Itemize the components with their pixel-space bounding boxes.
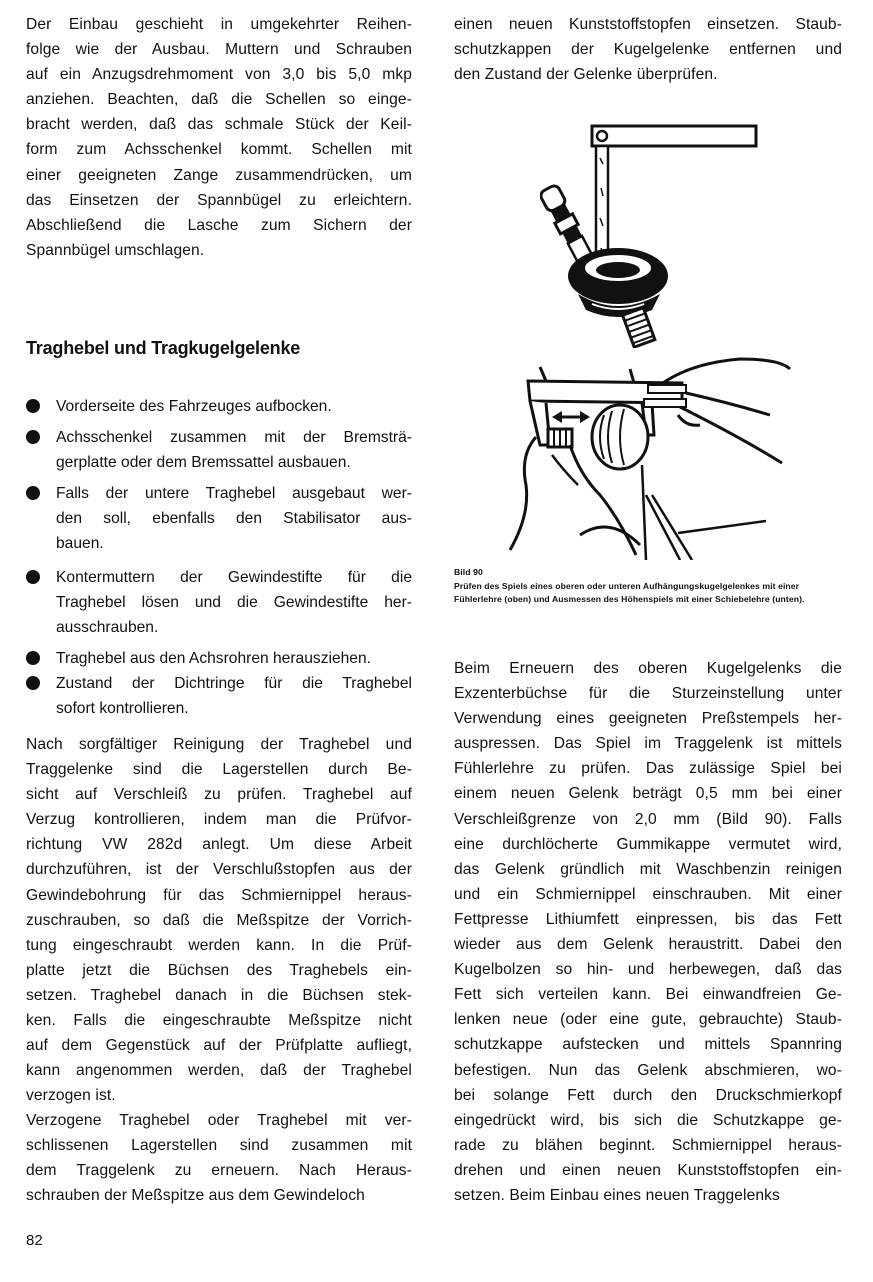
step-item bbox=[26, 481, 412, 556]
step-item bbox=[26, 565, 412, 640]
text-line: platte jetzt die Büchsen des Traghebels ein- bbox=[26, 961, 412, 979]
paragraph-text bbox=[454, 12, 842, 87]
left-intro-paragraph bbox=[26, 12, 412, 263]
figure-label: Bild 90 bbox=[454, 567, 483, 577]
text-line: auf ein Anzugsdrehmoment von 3,0 bis 5,0 mkp bbox=[26, 66, 412, 84]
step-text-line: Kontermuttern der Gewindestifte für die bbox=[56, 568, 412, 586]
text-line: Spannbügel umschlagen. bbox=[26, 241, 205, 259]
text-line: durchzuführen, ist der Verschlußstopfen aus der bbox=[26, 861, 412, 879]
text-line: drehen und einen neuen Kunststoffstopfen ein- bbox=[454, 1161, 842, 1179]
text-line: setzen. Beim Einbau eines neuen Traggelenks bbox=[454, 1186, 780, 1204]
left-paragraph-3 bbox=[26, 1108, 412, 1208]
text-line: bei solange Fett durch den Druckschmierkopf bbox=[454, 1086, 842, 1104]
text-line: schrauben der Meßspitze aus dem Gewindeloch bbox=[26, 1187, 365, 1205]
text-line: setzen. Traghebel danach in die Büchsen stek- bbox=[26, 986, 412, 1004]
text-line: schutzkappe aufstecken und mittels Spannring bbox=[454, 1036, 842, 1054]
step-item bbox=[26, 425, 412, 475]
step-list bbox=[26, 394, 412, 721]
text-line: Nach sorgfältiger Reinigung der Traghebel und bbox=[26, 736, 412, 753]
text-line: auf dem Gegenstück auf der Prüfplatte aufliegt, bbox=[26, 1037, 412, 1055]
step-text-line: Achsschenkel zusammen mit der Bremsträ- bbox=[56, 429, 412, 447]
text-line: eingedrückt wird, bis sich die Schutzkappe ge- bbox=[454, 1111, 842, 1129]
text-line: wieder aus dem Gelenk heraustritt. Dabei den bbox=[454, 936, 842, 954]
text-line: Verwendung eines geeigneten Preßstempels her- bbox=[454, 710, 842, 728]
text-line: eine durchlöcherte Gummikappe vermutet wird, bbox=[454, 835, 842, 853]
paragraph-text bbox=[26, 12, 412, 263]
text-line: sicht auf Verschleiß zu prüfen. Traghebel auf bbox=[26, 786, 412, 804]
text-line: zuschrauben, so daß die Meßspitze der Vorrich- bbox=[26, 911, 412, 929]
step-text-line: Zustand der Dichtringe für die Traghebel bbox=[56, 674, 412, 692]
text-line: kann angenommen werden, daß der Traghebel bbox=[26, 1062, 412, 1080]
text-line: Abschließend die Lasche zum Sichern der bbox=[26, 216, 412, 234]
text-line: einer geeigneten Zange zusammendrücken, um bbox=[26, 166, 412, 184]
text-line: rade zu blähen beginnt. Schmiernippel heraus- bbox=[454, 1136, 842, 1154]
text-line: einen neuen Kunststoffstopfen einsetzen. Staub- bbox=[454, 16, 842, 33]
text-line: schutzkappen der Kugelgelenke entfernen und bbox=[454, 41, 842, 59]
step-text-line: sofort kontrollieren. bbox=[56, 700, 189, 718]
text-line: befestigen. Nun das Gelenk abschmieren, wo- bbox=[454, 1061, 842, 1079]
text-line: Fühlerlehre zu prüfen. Das zulässige Spiel bei bbox=[454, 760, 842, 778]
text-line: richtung VW 282d anlegt. Um diese Arbeit bbox=[26, 836, 412, 854]
section-title: Traghebel und Tragkugelgelenke bbox=[26, 338, 301, 358]
bullet-icon bbox=[26, 430, 40, 444]
step-text-line: Traghebel lösen und die Gewindestifte her- bbox=[56, 593, 412, 611]
text-line: Kugelbolzen so hin- und herbewegen, daß das bbox=[454, 961, 842, 979]
step-text-line: Falls der untere Traghebel ausgebaut wer- bbox=[56, 485, 412, 503]
text-line: den Zustand der Gelenke überprüfen. bbox=[454, 66, 718, 84]
figure-caption-text: Prüfen des Spiels eines oberen oder unteren Aufhängungskugelgelenkes mit einer Fühlerlehre (oben) und Ausmessen des Höhenspiels mit einer Schiebelehre (unten). bbox=[454, 580, 805, 604]
paragraph-text bbox=[26, 1108, 412, 1208]
bullet-icon bbox=[26, 651, 40, 665]
step-text-line: bauen. bbox=[56, 535, 104, 553]
text-line: Der Einbau geschieht in umgekehrter Reihen- bbox=[26, 16, 412, 33]
bullet-icon bbox=[26, 570, 40, 584]
text-line: einem neuen Gelenk beträgt 0,5 mm bei einer bbox=[454, 785, 842, 803]
text-line: Exzenterbüchse für die Sturzeinstellung unter bbox=[454, 685, 842, 703]
text-line: form zum Achsschenkel kommt. Schellen mit bbox=[26, 141, 412, 159]
text-line: Verschleißgrenze von 2,0 mm (Bild 90). Falls bbox=[454, 810, 842, 828]
step-item bbox=[26, 671, 412, 721]
text-line: ken. Falls die eingeschraubte Meßspitze nicht bbox=[26, 1012, 412, 1030]
text-line: folge wie der Ausbau. Muttern und Schrauben bbox=[26, 41, 412, 59]
text-line: Fett sich verteilen kann. Bei einwandfreien Ge- bbox=[454, 986, 842, 1004]
step-text-line: den soll, ebenfalls den Stabilisator aus- bbox=[56, 510, 412, 528]
feeler-gauge-illustration bbox=[540, 118, 770, 348]
text-line: lenken neue (oder eine gute, gebrauchte) Staub- bbox=[454, 1011, 842, 1029]
text-line: auspressen. Das Spiel im Traggelenk ist mittels bbox=[454, 735, 842, 753]
page-number: 82 bbox=[26, 1232, 43, 1249]
step-text-line: gerplatte oder dem Bremssattel ausbauen. bbox=[56, 454, 351, 472]
figure-caption bbox=[454, 566, 846, 607]
text-line: dem Traggelenk zu erneuern. Nach Heraus- bbox=[26, 1162, 412, 1180]
step-text-line: Traghebel aus den Achsrohren herausziehen. bbox=[56, 649, 371, 667]
text-line: verzogen ist. bbox=[26, 1087, 116, 1105]
text-line: Verzug kontrollieren, indem man die Prüfvor- bbox=[26, 811, 412, 829]
text-line: tung eingeschraubt werden kann. In die Prüf- bbox=[26, 936, 412, 954]
text-line: Beim Erneuern des oberen Kugelgelenks die bbox=[454, 660, 842, 677]
left-paragraph-2 bbox=[26, 732, 412, 1108]
paragraph-text bbox=[454, 656, 842, 1208]
step-item bbox=[26, 394, 412, 419]
text-line: Traggelenke sind die Lagerstellen durch Be- bbox=[26, 761, 412, 779]
bullet-icon bbox=[26, 486, 40, 500]
right-paragraph bbox=[454, 656, 842, 1208]
bullet-icon bbox=[26, 399, 40, 413]
text-line: das Gelenk gründlich mit Waschbenzin reinigen bbox=[454, 860, 842, 878]
bullet-icon bbox=[26, 676, 40, 690]
paragraph-text bbox=[26, 732, 412, 1108]
text-line: und ein Schmiernippel einschrauben. Mit einer bbox=[454, 885, 842, 903]
text-line: das Einsetzen der Spannbügel zu erleichtern. bbox=[26, 191, 412, 209]
step-item bbox=[26, 646, 412, 671]
text-line: Fettpresse Lithiumfett einpressen, bis das Fett bbox=[454, 910, 842, 928]
step-text-line: ausschrauben. bbox=[56, 618, 159, 636]
text-line: bracht werden, daß das schmale Stück der Keil- bbox=[26, 116, 412, 134]
text-line: schlissenen Lagerstellen sind zusammen mit bbox=[26, 1137, 412, 1155]
right-intro-paragraph bbox=[454, 12, 842, 87]
text-line: Gewindebohrung für das Schmiernippel heraus- bbox=[26, 886, 412, 904]
step-text-line: Vorderseite des Fahrzeuges aufbocken. bbox=[56, 398, 332, 415]
text-line: anziehen. Beachten, daß die Schellen so einge- bbox=[26, 91, 412, 109]
caliper-illustration bbox=[500, 345, 830, 560]
text-line: Verzogene Traghebel oder Traghebel mit ver- bbox=[26, 1112, 412, 1129]
